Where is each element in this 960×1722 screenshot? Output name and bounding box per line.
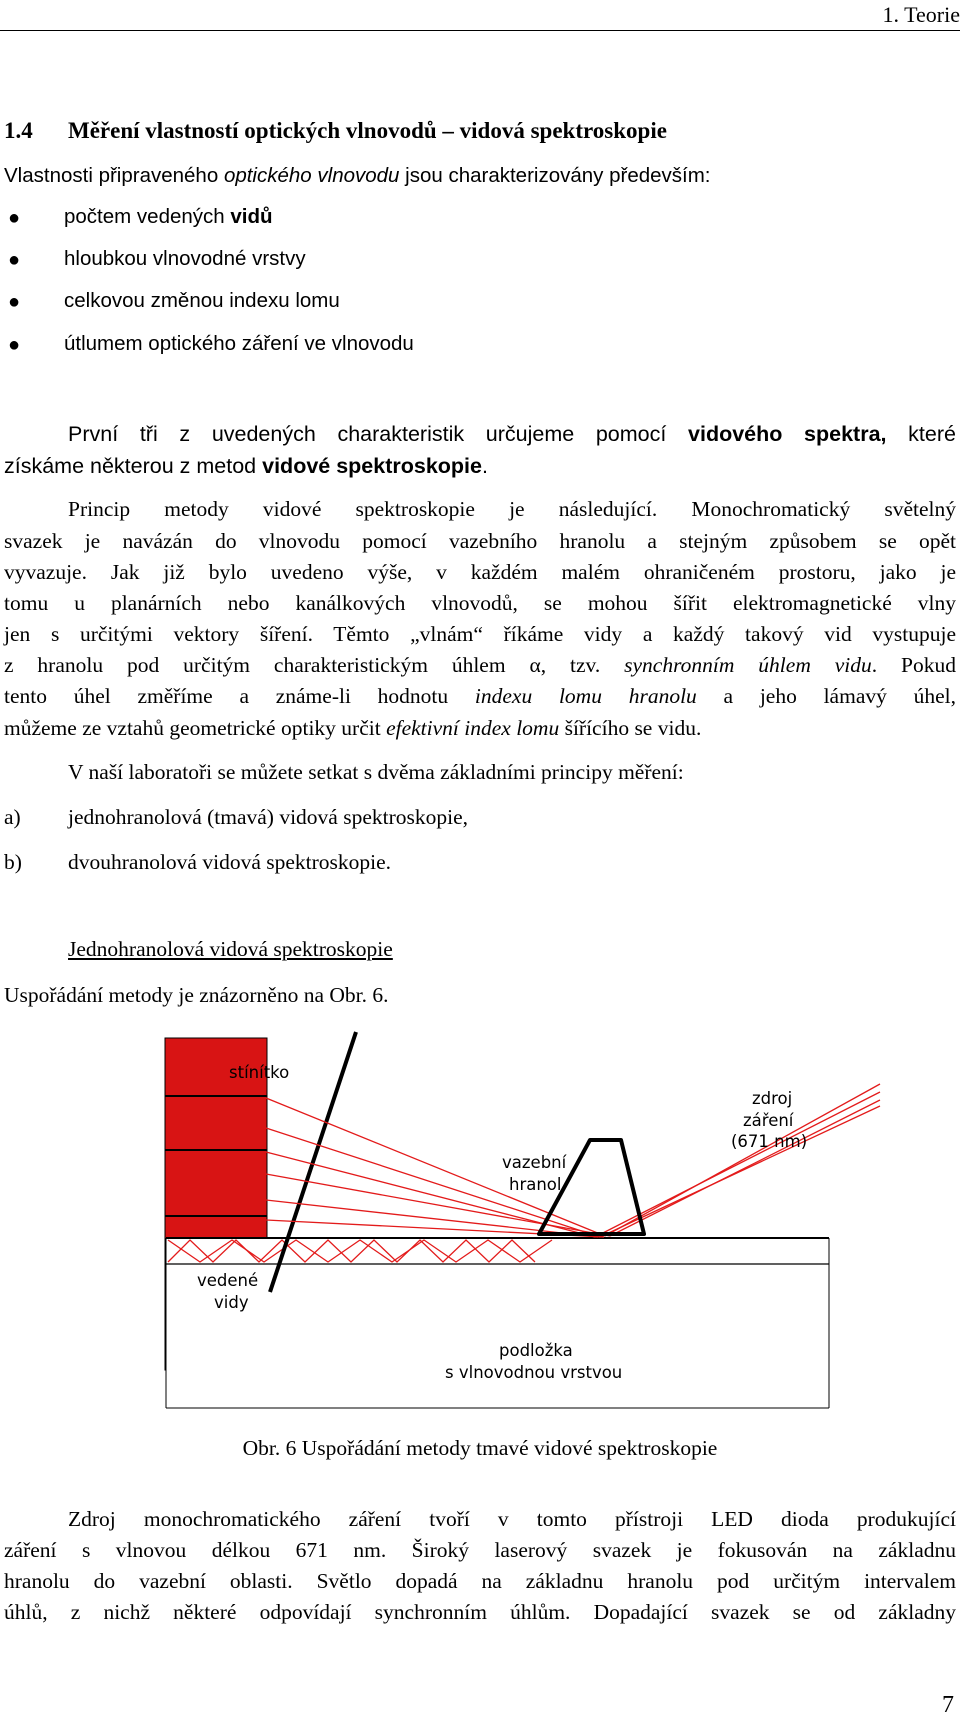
intro-text-before: Vlastnosti připraveného (4, 164, 224, 187)
bullet-icon: ● (8, 207, 21, 229)
method-label: b) (4, 850, 22, 874)
page-number: 7 (942, 1692, 954, 1718)
bullet-icon: ● (8, 249, 21, 271)
label-substrate-1: podložka (499, 1341, 573, 1360)
label-prism-2: hranol (509, 1175, 562, 1194)
running-header: 1. Teorie (882, 2, 960, 27)
list-item (64, 247, 306, 271)
arrangement-sentence: Uspořádání metody je znázorněno na Obr. 6. (4, 983, 389, 1007)
incident-ray (600, 1106, 880, 1237)
paragraph-line: získáme některou z metod vidové spektroskopie. (4, 454, 488, 478)
intro-paragraph (4, 160, 711, 192)
method-text: jednohranolová (tmavá) vidová spektroskopie, (68, 805, 469, 829)
paragraph-line: můžeme ze vztahů geometrické optiky určit efektivní index lomu šířícího se vidu. (4, 716, 702, 740)
section-number: 1.4 (4, 118, 33, 143)
paragraph-line: jen s určitými vektory šíření. Těmto „vlnám“ říkáme vidy a každý takový vid vystupuje (4, 622, 956, 646)
label-screen: stínítko (229, 1063, 290, 1082)
paragraph-line: svazek je navázán do vlnovodu pomocí vazebního hranolu a stejným způsobem se opět (4, 529, 956, 553)
paragraph-line: Princip metody vidové spektroskopie je následující. Monochromatický světelný (68, 497, 956, 521)
label-modes-1: vedené (197, 1271, 259, 1290)
subsection-heading: Jednohranolová vidová spektroskopie (68, 937, 393, 961)
intro-text-italic: optického vlnovodu (223, 164, 400, 187)
header-rule (0, 30, 960, 31)
paragraph-line: hranolu do vazební oblasti. Světlo dopadá na základnu hranolu pod určitým intervalem (4, 1569, 956, 1593)
label-source-3: (671 nm) (731, 1132, 808, 1151)
label-modes-2: vidy (214, 1293, 249, 1312)
incident-ray (605, 1084, 880, 1236)
paragraph-line: tento úhel změříme a známe-li hodnotu indexu lomu hranolu a jeho lámavý úhel, (4, 684, 956, 708)
list-item-text: celkovou změnou indexu lomu (64, 289, 340, 312)
list-item (64, 332, 414, 356)
figure-caption: Obr. 6 Uspořádání metody tmavé vidové spektroskopie (242, 1436, 718, 1460)
section-heading (4, 118, 667, 144)
label-source-1: zdroj (752, 1089, 793, 1108)
figure-diagram (0, 1030, 960, 1430)
method-label: a) (4, 805, 21, 829)
list-item-text: hloubkou vlnovodné vrstvy (64, 247, 306, 270)
list-item (64, 205, 273, 229)
label-substrate-2: s vlnovodnou vrstvou (445, 1363, 623, 1382)
intro-text-after: jsou charakterizovány především: (399, 164, 711, 187)
label-prism-1: vazební (502, 1153, 567, 1172)
paragraph-line: První tři z uvedených charakteristik určujeme pomocí vidového spektra, které (68, 422, 956, 446)
list-item (64, 289, 340, 313)
list-item-text: útlumem optického záření ve vlnovodu (64, 332, 414, 355)
paragraph-laboratory: V naší laboratoři se můžete setkat s dvěma základními principy měření: (68, 760, 684, 784)
paragraph-line: úhlů, z nichž některé odpovídají synchronním úhlům. Dopadající svazek se od základny (4, 1600, 956, 1624)
paragraph-line: záření s vlnovou délkou 671 nm. Široký laserový svazek je fokusován na základnu (4, 1538, 956, 1562)
paragraph-line: z hranolu pod určitým charakteristickým úhlem α, tzv. synchronním úhlem vidu. Pokud (4, 653, 956, 677)
paragraph-line: Zdroj monochromatického záření tvoří v tomto přístroji LED dioda produkující (68, 1507, 956, 1531)
list-item-text: počtem vedených (64, 205, 231, 228)
bullet-icon: ● (8, 291, 21, 313)
substrate-rect (166, 1238, 829, 1430)
label-source-2: záření (743, 1111, 794, 1130)
paragraph-line: vyvazuje. Jak již bylo uvedeno výše, v každém malém ohraničeném prostoru, jako je (4, 560, 956, 584)
method-text: dvouhranolová vidová spektroskopie. (68, 850, 392, 874)
list-item-bold: vidů (230, 205, 273, 228)
bullet-icon: ● (8, 334, 21, 356)
paragraph-line: tomu u planárních nebo kanálkových vlnovodů, se mohou šířit elektromagnetické vlny (4, 591, 956, 615)
section-title: Měření vlastností optických vlnovodů – vidová spektroskopie (68, 118, 667, 143)
